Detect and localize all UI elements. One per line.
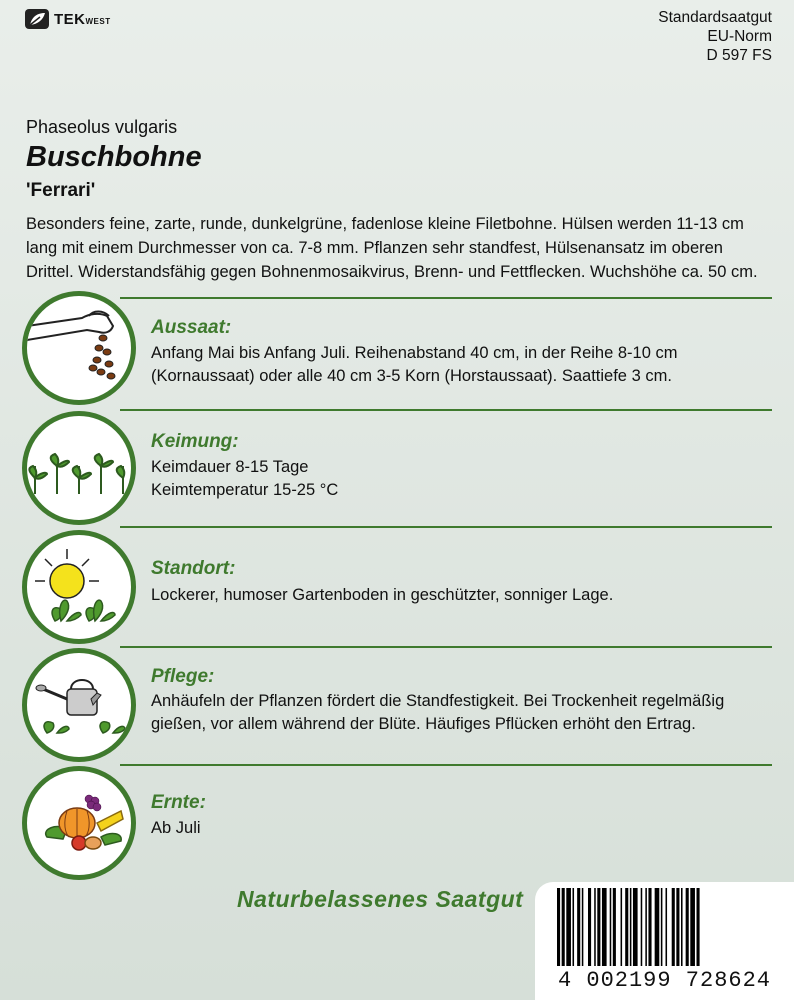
seed-standard-info	[658, 8, 772, 65]
barcode-bar	[594, 888, 596, 966]
barcode-bar	[666, 888, 668, 966]
barcode-bar	[621, 888, 623, 966]
barcode-bars	[557, 888, 773, 968]
barcode	[535, 882, 794, 1000]
section-heading: Ernte:	[151, 792, 206, 813]
section-divider	[120, 526, 772, 528]
barcode-bar	[613, 888, 616, 966]
product-description: Besonders feine, zarte, runde, dunkelgrüne, fadenlose kleine Filetbohne. Hülsen werden 11-13 cm lang mit einem Durchmesser von ca. 7-8 mm. Pflanzen sehr standfest, Hülsenansatz im oberen Drittel. Widerstandsfähig gegen Bohnenmosaikvirus, Brenn- und Fettflecken. Wuchshöhe ca. 50 cm.	[26, 215, 758, 281]
barcode-bar	[577, 888, 580, 966]
barcode-bar	[562, 888, 565, 966]
barcode-bar	[566, 888, 571, 966]
barcode-bar	[602, 888, 607, 966]
leaf-logo-icon	[24, 8, 50, 30]
barcode-bar	[557, 888, 560, 966]
barcode-bar	[641, 888, 643, 966]
barcode-bar	[625, 888, 628, 966]
watering-can-icon	[22, 648, 136, 762]
section-text	[151, 456, 776, 502]
standard-line: Standardsaatgut	[658, 9, 772, 26]
section-text: Ab Juli	[151, 819, 201, 837]
barcode-bar	[661, 888, 663, 966]
barcode-bar	[610, 888, 612, 966]
variety-name: 'Ferrari'	[26, 180, 96, 201]
brand-logo	[24, 8, 111, 30]
standard-line: EU-Norm	[707, 28, 772, 45]
footer-tagline: Naturbelassenes Saatgut	[237, 886, 524, 912]
section-divider	[120, 409, 772, 411]
barcode-bar	[582, 888, 584, 966]
barcode-bar	[645, 888, 647, 966]
barcode-number: 4 002199 728624	[557, 968, 772, 993]
barcode-bar	[655, 888, 660, 966]
section-heading: Keimung:	[151, 431, 239, 452]
standard-line: D 597 FS	[706, 47, 772, 64]
brand-name: TEKWEST	[54, 10, 111, 28]
seedlings-icon	[22, 411, 136, 525]
barcode-bar	[686, 888, 689, 966]
barcode-bar	[681, 888, 683, 966]
harvest-vegetables-icon	[22, 766, 136, 880]
barcode-bar	[633, 888, 638, 966]
barcode-bar	[588, 888, 591, 966]
text-line: Keimdauer 8-15 Tage	[151, 458, 309, 476]
species-name: Phaseolus vulgaris	[26, 117, 178, 137]
section-divider	[120, 297, 772, 299]
text-line: Keimtemperatur 15-25 °C	[151, 481, 339, 499]
sowing-hand-icon	[22, 291, 136, 405]
barcode-bar	[648, 888, 651, 966]
barcode-bar	[697, 888, 700, 966]
barcode-bar	[672, 888, 675, 966]
barcode-bar	[630, 888, 632, 966]
barcode-bar	[573, 888, 575, 966]
product-title: Buschbohne	[26, 141, 202, 173]
barcode-bar	[690, 888, 695, 966]
packet-header	[0, 0, 794, 110]
section-text: Anhäufeln der Pflanzen fördert die Standfestigkeit. Bei Trockenheit regelmäßig gießen, vor allem während der Blüte. Häufiges Pflücken erhöht den Ertrag.	[151, 692, 725, 733]
section-text: Lockerer, humoser Gartenboden in geschützter, sonniger Lage.	[151, 586, 614, 604]
section-heading: Standort:	[151, 558, 236, 579]
section-text: Anfang Mai bis Anfang Juli. Reihenabstand 40 cm, in der Reihe 8-10 cm (Kornaussaat) oder alle 40 cm 3-5 Korn (Horstaussaat). Saattiefe 3 cm.	[151, 344, 678, 385]
section-divider	[120, 764, 772, 766]
section-heading: Pflege:	[151, 666, 215, 687]
section-heading: Aussaat:	[151, 317, 232, 338]
sun-plants-icon	[22, 530, 136, 644]
section-divider	[120, 646, 772, 648]
barcode-bar	[597, 888, 600, 966]
barcode-bar	[676, 888, 679, 966]
